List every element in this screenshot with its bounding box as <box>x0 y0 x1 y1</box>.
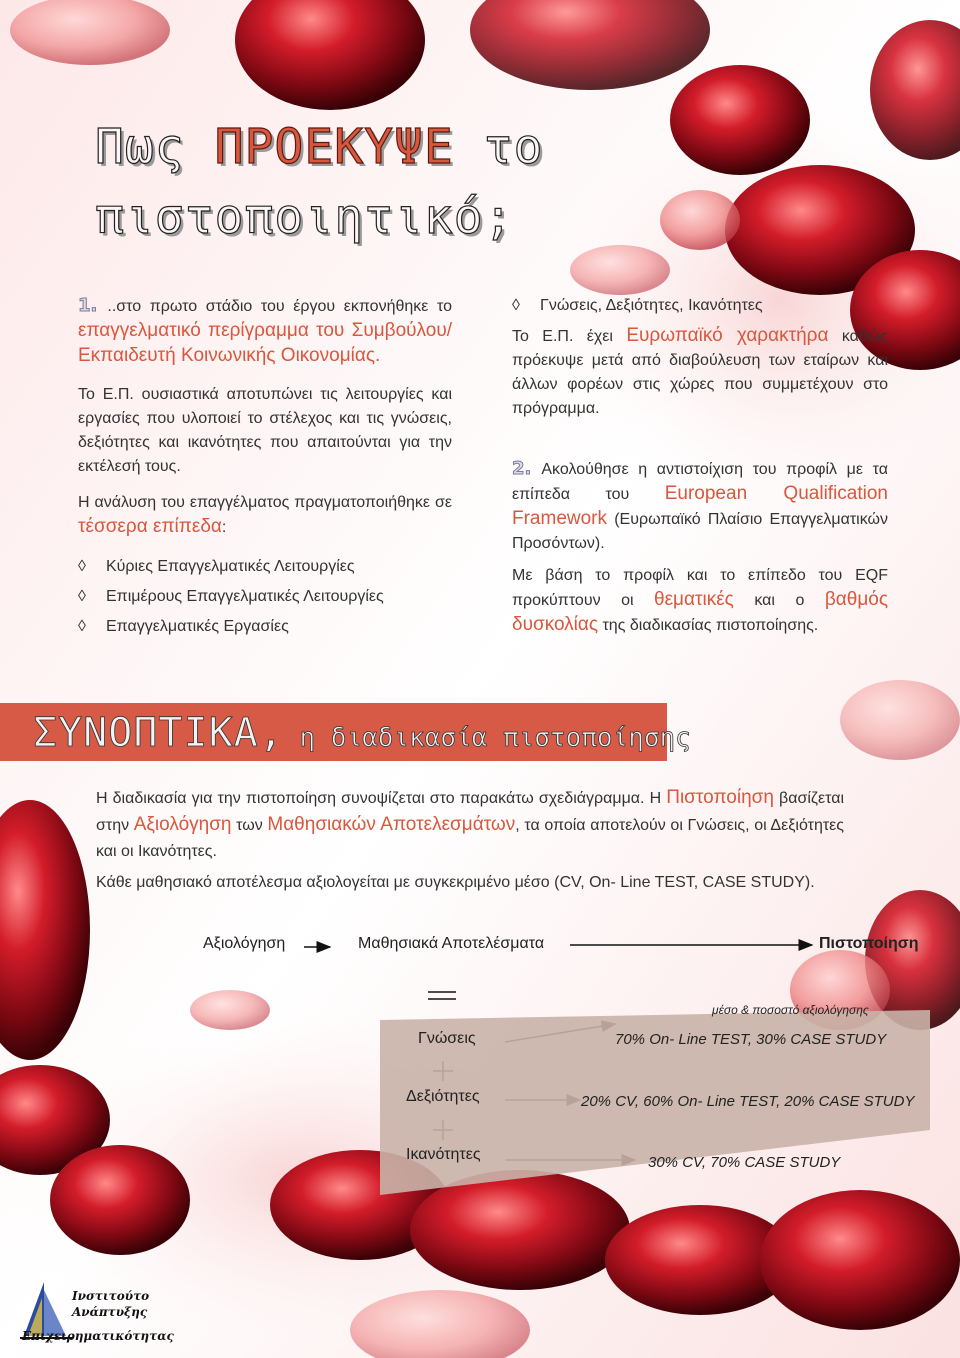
institute-logo <box>16 1276 174 1346</box>
assessment-header: μέσο & ποσοστό αξιολόγησης <box>712 1003 869 1017</box>
logo-line-3: Επιχειρηματικότητας <box>22 1329 174 1343</box>
right-paragraph-1: Το Ε.Π. έχει Ευρωπαϊκό χαρακτήρα καθώς πρόεκυψε μετά από διαβούλευση των εταίρων και άλλων φορέων στις χώρες που συμμετέχουν στο πρόγραμμα. <box>512 325 888 417</box>
list-item: ◊ Κύριες Επαγγελματικές Λειτουργίες <box>78 552 452 582</box>
title-highlight: ΠΡΟΕΚΥΨΕ <box>214 119 454 175</box>
row-value-competences: 30% CV, 70% CASE STUDY <box>648 1154 841 1171</box>
diamond-bullet-icon: ◊ <box>512 297 520 314</box>
flow-step-assessment: Αξιολόγηση <box>203 935 286 952</box>
section-heading: ΣΥΝΟΠΤΙΚΑ, η διαδικασία πιστοποίησης <box>33 710 691 756</box>
list-item: ◊ Επαγγελματικές Εργασίες <box>78 612 452 642</box>
step-number-2: 2. <box>512 458 532 479</box>
row-label-skills: Δεξιότητες <box>406 1088 480 1105</box>
list-item: ◊ Επιμέρους Επαγγελματικές Λειτουργίες <box>78 582 452 612</box>
logo-line-2: Ανάπτυξης <box>72 1305 148 1319</box>
summary-paragraph-2: Κάθε μαθησιακό αποτέλεσμα αξιολογείται με συγκεκριμένο μέσο (CV, On- Line TEST, CASE STUDY). <box>96 874 815 891</box>
summary-paragraph-1: Η διαδικασία για την πιστοποίηση συνοψίζεται στο παρακάτω σχεδιάγραμμα. Η Πιστοποίηση βασίζεται στην Αξιολόγηση των Μαθησιακών Αποτελεσμάτων, τα οποία αποτελούν οι Γνώσεις, οι Δεξιότητες και οι Ικανότητες. <box>96 787 845 860</box>
diamond-bullet-icon: ◊ <box>78 558 86 575</box>
diamond-bullet-icon: ◊ <box>78 618 86 635</box>
list-item: ◊ Γνώσεις, Δεξιότητες, Ικανότητες <box>512 294 888 318</box>
left-paragraph-2: Το Ε.Π. ουσιαστικά αποτυπώνει τις λειτουργίες και εργασίες που υλοποιεί το στέλεχος και τις γνώσεις, δεξιότητες και ικανότητες που απαιτούνται για την εκτέλεσή τους. <box>78 386 452 475</box>
flow-step-certification: Πιστοποίηση <box>819 935 919 952</box>
right-paragraph-2: 2. Ακολούθησε η αντιστοίχιση του προφίλ με τα επίπεδα του European Qualification Framework (Ευρωπαϊκό Πλαίσιο Επαγγελματικών Προσόντων). <box>512 458 888 552</box>
left-paragraph-3: Η ανάλυση του επαγγέλματος πραγματοποιήθηκε σε τέσσερα επίπεδα: <box>78 494 452 537</box>
page-title: Πως ΠΡΟΕΚΥΨΕ το πιστοποιητικό; <box>95 119 544 245</box>
left-paragraph-1: 1. ..στο πρωτο στάδιο του έργου εκπονήθηκε το επαγγελματικό περίγραμμα του Συμβούλου/Εκπαιδευτή Κοινωνικής Οικονομίας. <box>78 295 452 366</box>
diamond-bullet-icon: ◊ <box>78 588 86 605</box>
row-value-skills: 20% CV, 60% On- Line TEST, 20% CASE STUDY <box>581 1093 915 1110</box>
row-label-knowledge: Γνώσεις <box>418 1030 476 1047</box>
step-number-1: 1. <box>78 295 98 316</box>
logo-line-1: Ινστιτούτο <box>72 1289 150 1303</box>
row-value-knowledge: 70% On- Line TEST, 30% CASE STUDY <box>615 1031 887 1048</box>
right-paragraph-3: Με βάση το προφίλ και το επίπεδο του EQF προκύπτουν οι θεματικές και ο βαθμός δυσκολίας της διαδικασίας πιστοποίησης. <box>512 567 888 635</box>
flow-step-learning-outcomes: Μαθησιακά Αποτελέσματα <box>358 935 545 952</box>
row-label-competences: Ικανότητες <box>406 1146 481 1163</box>
